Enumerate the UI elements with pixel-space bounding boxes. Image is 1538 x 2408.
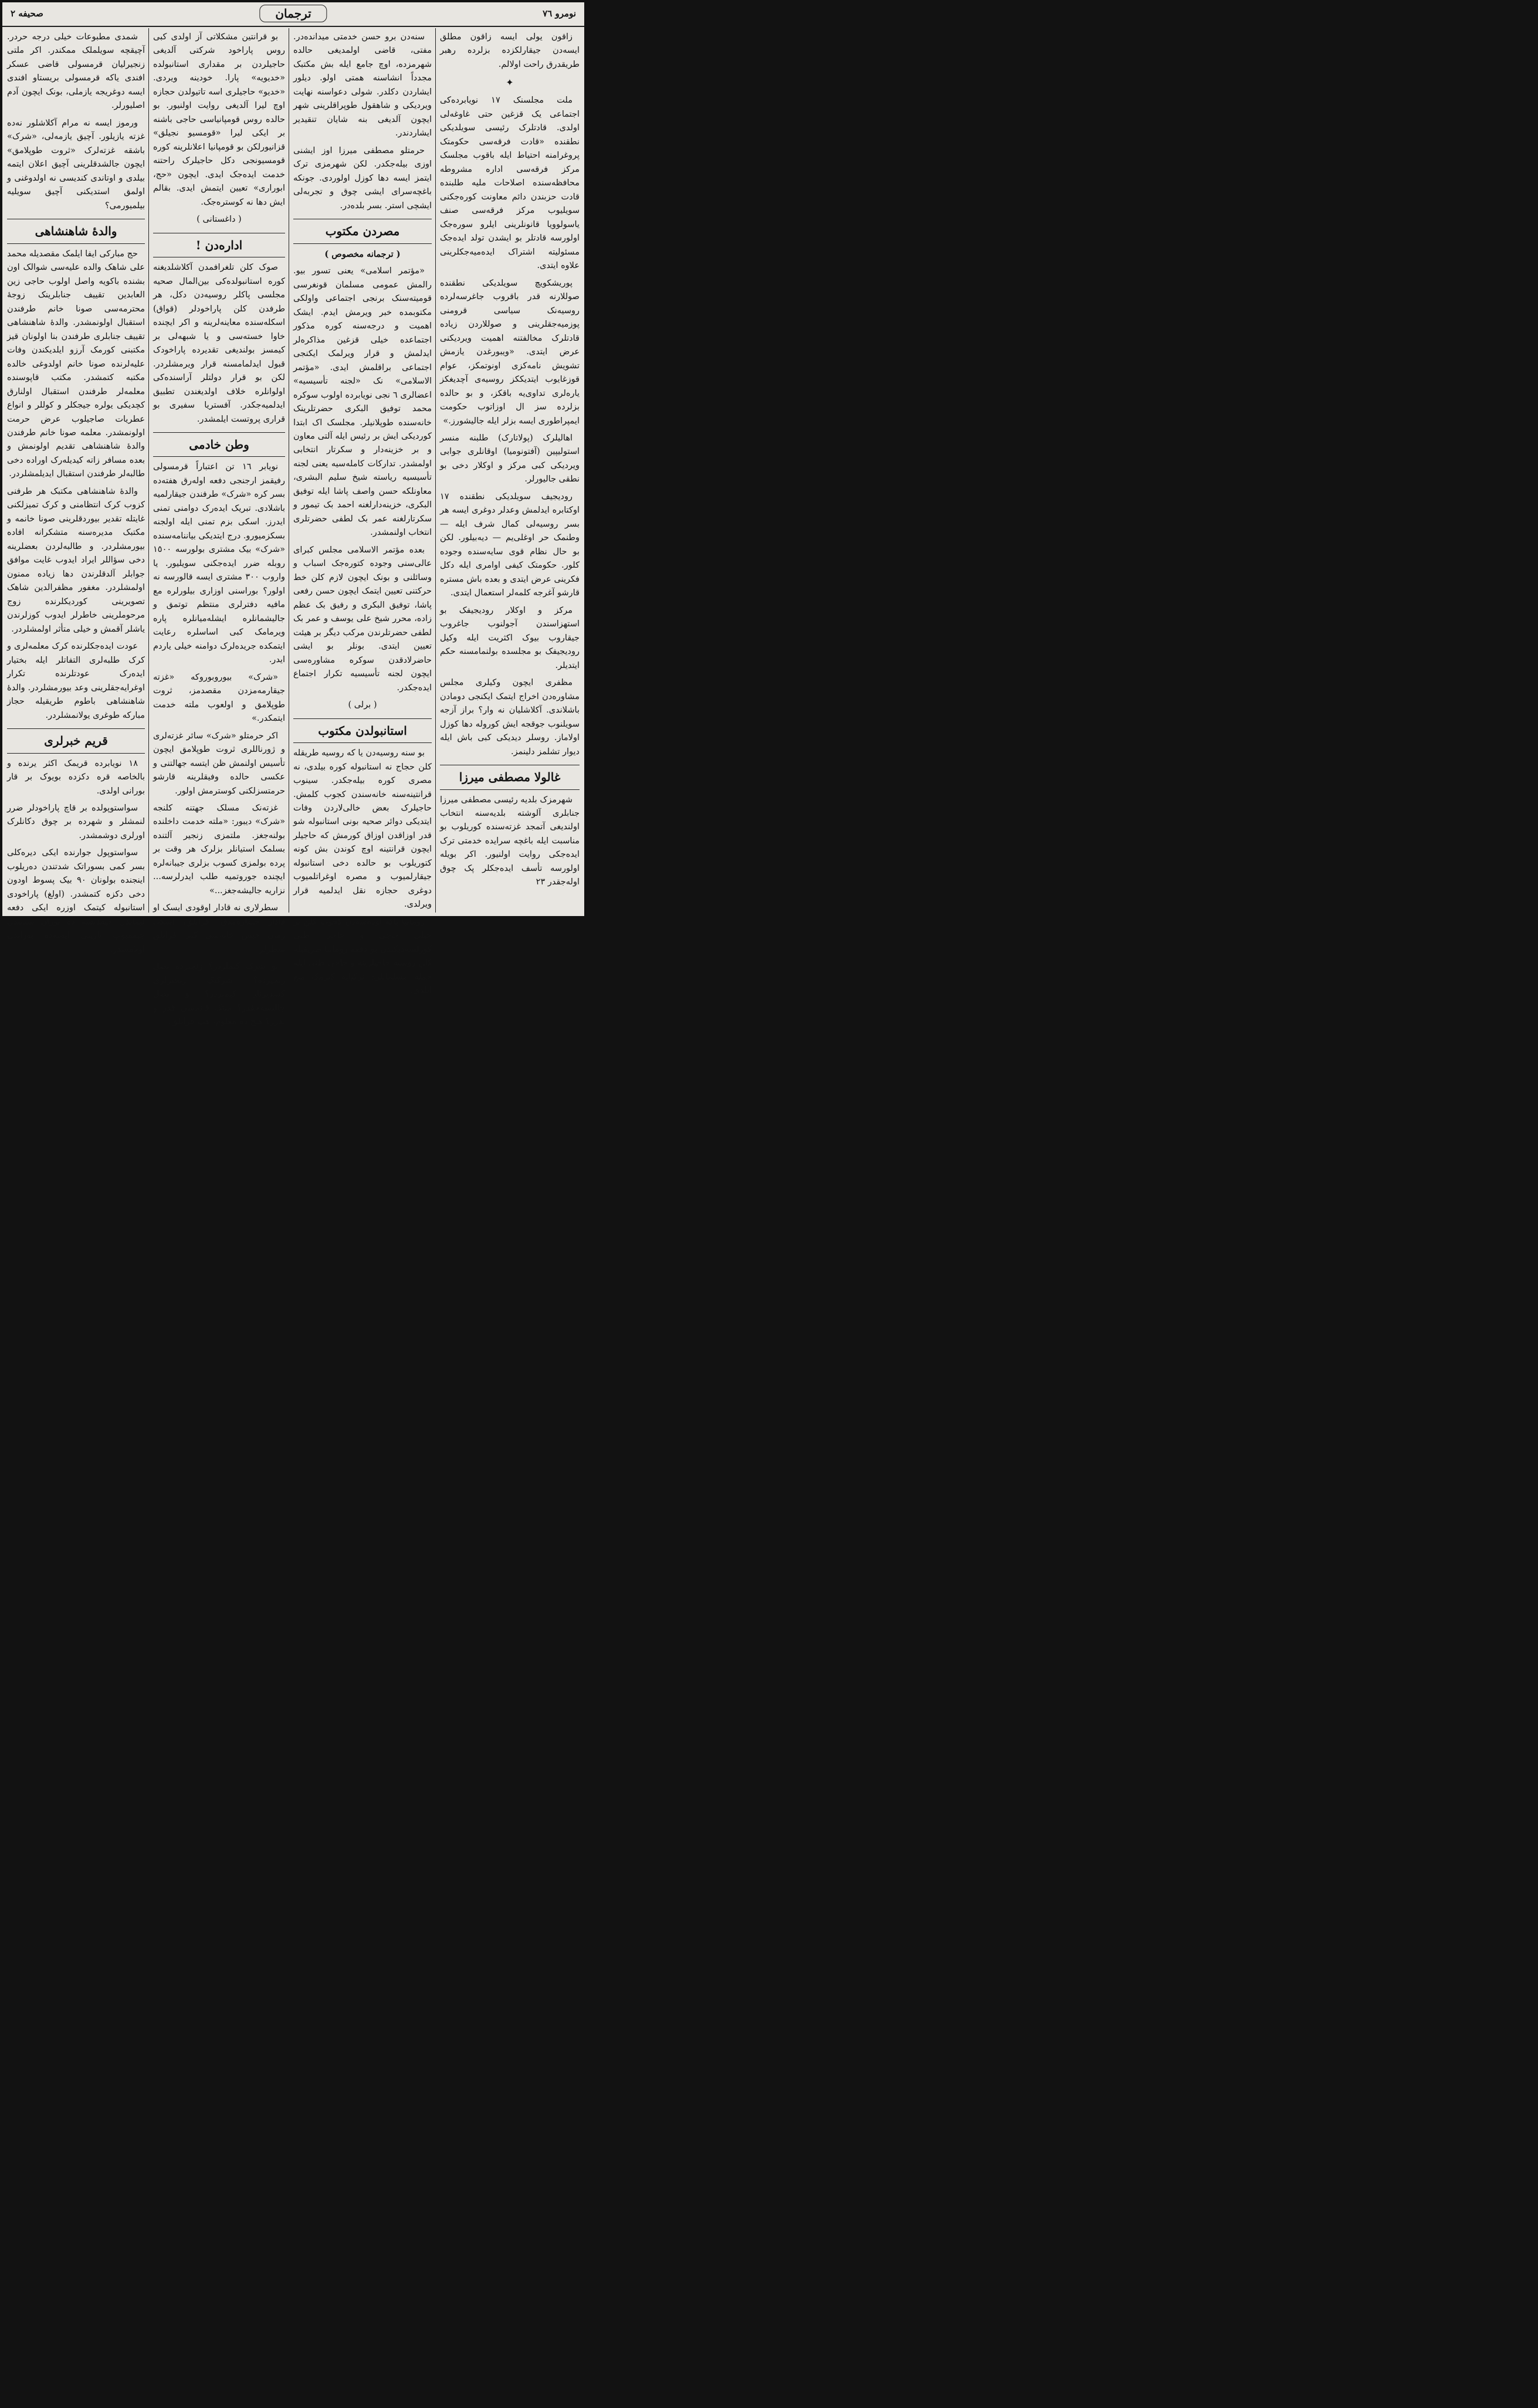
- column-1: [438, 30, 582, 913]
- article-paragraph: بو شرک کیملردر؟ زنجیرده نصل زنجیرده؟ شرکتک زنجیرلری کسدیرنلر کیملردر؟ و نصل جالیشه‌جقدر؟ ملتک قانمسی قدر و ندرر؟ هیچ ده معلوم، هپ قرانلق.: [153, 962, 285, 1027]
- section-heading: قریم خبرلری: [7, 728, 145, 753]
- article-paragraph: ملت مجلسنک ١٧ نویابرده‌کی اجتماعی یک قزغین حتی غاوغه‌لی اولدی. قادتلرک رئیسی سویلدیکی نطقنده «قادت فرقه‌سی حکومتک پروغرامنه احتیاط ایله باقوب مجلسک مرکز فرقه‌سی اداره مشروطه محافظه‌سنده اصلاحات ملیه طلبنده قادت حزبندن دائم معاونت کوره‌جکنی سویلیوب مرکز فرقه‌سی صنف یاسولوویا قانونلرینی ایلرو سوره‌جک اولورسه قادتلر بو ایشدن تولد ایده‌جک مسئولیته اشتراک ایده‌میه‌جکلرینی علاوه ایتدی.: [440, 96, 580, 271]
- article-paragraph: بعده مؤتمر الاسلامی مجلس کبرای عالی‌سنی وجوده کتوره‌جک اسباب و وسائلنی و بونک ایچون لازم کلن خط حرکتنی تعیین ایتمک ایچون حسن رفعی پاشا، توفیق البکری و رفیق بک عظم زاده، محرر شیخ علی یوسف و عمر بک لطفی حضرتلرندن مرکب دیگر بر هیئت تعیین ایتدی. بونلر بو ایشی حاضرلادقدن سوکره مشاوره‌سی ایچون لجنه تأسیسیه تکرار اجتماع ایده‌جکدر.: [293, 545, 432, 693]
- article-paragraph: رومانیا یاکه آوده‌سه‌دن کجوب کلن بر خیلی حاجی و حاجی ظنی کورلسه‌دیکندن بو دفعه رومانیا طریقیله کلن روسیه حاجیلرینه و حاجی ظنی ایله جمله مسلمانلره ترکیایه کیرمک منع ایلدی.: [293, 917, 432, 996]
- column-4: [5, 30, 147, 954]
- article-paragraph: رودیجیف سویلدیکی نطقنده ١٧ اوکتابره ایدلمش وعدلر دوغری ایسه هر بسر روسیه‌لی کمال شرف ایله — وطنمک حر اوغلی‌یم — دیه‌بیلور. لکن بو حال نظام قوی سایه‌سنده وجوده کلور. حکومتک کیفی اوامری ایله دکل فکرینی عرض ایتدی و بعده باش مستره قارشو آغرجه کلمه‌لر استعمال ایتدی.: [440, 491, 580, 598]
- article-paragraph: حج مبارکی ایفا ایلمک مقصدیله محمد علی شاهک والده علیه‌سی شوالک اون بشنده باکویه واصل اولوب حاجی زین العابدین تقییف جنابلرینک زوجۀ محترمه‌سی صونا خانم طرفندن استقبال اولونمشدر. والدۀ شاهنشاهی تقییف جنابلری طرفندن بنا اولونان قیز مکتبنی کورمک آرزو ایلدیکندن وفات علیه‌لرنده صونا خانم اولدوغی خالده مکتبه کتمشدر. مکتب قاپوسنده معلمه‌لر طرفندن استقبال اولنارق کچدیکی یولره جیجکلر و کوللر و انواع عطریات صاجیلوب عرض حرمت اولونمشدر. معلمه صونا خانم طرفندن والدۀ شاهنشاهی تقدیم اولونمش و بعده مسافر زاته کیدیلەرک اوراده دخی طالبه‌لر طرفندن استقبال ایدیلمشلردر.: [7, 249, 145, 479]
- article-paragraph: زاقون یولی ایسه زاقون مطلق ایسه‌دن جیقارلکزده بزلرده رهبر طریقدرق راحت اولالم.: [440, 32, 580, 69]
- article-paragraph: عودت ایده‌جکلرنده کرک معلمه‌لری و کرک طلبه‌لری التفاتلر ایله بختیار ایدەرک عودتلرنده تکرار اوغرایه‌جقلرینی وعد بیورمشلردر. والدۀ شاهنشاهی باطوم طریقیله حجاز مبارکه طوغری یولا‌نمشلردر.: [7, 642, 145, 720]
- article-paragraph: «مؤتمر اسلامی» یعنی تسور بیو. رالمش عمومی مسلمان قونغرسی قومیته‌سنک برنجی اجتماعی واولکی مکتوبمده خبر ویرمش ایدم. ایشک اهمیت و درجه‌سنه کوره مذکور اجتماعده خیلی قزغین مذاکره‌لر ایدلمش و قرار ویرلمک ایکنجی اجتماعی براقلمش ایدی. «مؤتمر الاسلامی» نک «لجنه تأسیسیه» اعضالری ٦ نجی نویابرده اولوب سوکره محمد توفیق البکری حضرتلرینک خانه‌سنده طوپلانیلر. مجلسک اک ابتدا کوردیکی ایش بر رئیس ایله آلتی معاون و بر خزینه‌دار و سکرتار انتخابی اولمشدر. تدارکات کامله‌سیه یعنی لجنه تأسیسیه ریاسته شیخ سلیم البشری، معاونلکه حسن واصف پاشا ایله توفیق البکری، خزینه‌دارلغنه احمد بک تیمور و سکرتارلغنه عمر بک لطفی حضرتلری انتخاب اولنمشدر.: [293, 266, 432, 538]
- section-heading: وطن خادمی: [153, 432, 285, 457]
- article-paragraph: پوریشکویچ سویلدیکی نطقنده صوللارنه قدر باقروب جاغرسه‌لرده روسیه‌نک سیاسی قرومنی پوزمیه‌جقلرینی و صوللاردن زیاده قادتلرک مخالفتنه اهمیت ویردیکنی عرض ایتدی. «ویبورغدن یازمش تشویش نامه‌کزی اونوتمکز، عوام قوزغایوب ایتدیککز روسیه‌ی آچدیغکز یاره‌لری تداوی‌یه باقکز، و بو حالده بزلرده سز ال اوزاتوب حکومت ایمپراطوری ایسه بزلر ایله جالیشورز.»: [440, 278, 580, 426]
- article-paragraph: ورموز ایسه نه مرام آکلاشلور نه‌ده غزته یازیلور. آچیق یازمه‌لی، «شرک» باشقه غزته‌لرک «ثروت طوپلامق» ایچون جالشدقلرینی آچیق اعلان ایتمه بیلدی و اوتاندی کندیسی نه اولدوغنی و اولمق استدیکنی آچیق سویلیه بیلمیورمی؟: [7, 118, 145, 211]
- article-paragraph: مظفری ایچون وکیلری مجلس مشاوره‌دن اخراج ایتمک ایکنجی دومادن باشلاندی. آکلاشلیان نه وار؟ براز آزجه سویلنوب جوقجه ایش کوروله دها کوزل اولاماز. روسلر دیدیکی کبی باش ایله دیوار تشلمز دلینمز.: [440, 678, 580, 757]
- column-rule: [435, 28, 436, 913]
- issue-number: نومرو ٧٦: [543, 8, 576, 19]
- article-paragraph: شمدی مطبوعات خیلی درجه حردر. آچیقچه سویلملک ممکندر. اکر ملتی زنجیرلیان قرمسولی قاضی عسکر افندی یاکه قرمسولی بریستاو افندی ایسه دوغریجه یازملی، بونک ایچون آدم اصلیورلر.: [7, 32, 145, 111]
- masthead-title: ترجمان: [259, 5, 327, 22]
- article-paragraph: صوک کلن تلغرافمدن آکلاشلدیغنه کوره استانبولده‌کی بین‌المال صحیه مجلسی پاکلر روسیه‌دن دکل، هر طرفدن کلن پاراخودلر (قواق) اسکله‌سنده معاینه‌لرینه و اکر ایچنده خاوا خسته‌سی و یا شبهه‌لی بر کیمسز بولندیغی تقدیرده پاراخودک قبول ایدلمامسنه قرار ویرمشلردر. لکن بو قرار دولتلر آراسنده‌کی اولوانلره خلاف اولدیغندن تطبیق ایدلمیه‌جکدر. آفستریا سفیری بو قراری پروتست ایلمشدر.: [153, 263, 285, 424]
- column-3: [151, 30, 287, 1027]
- article-paragraph: ١٨ نویابرده قریمک اکثر یرنده و بالخاصه قره دکزده بویوک بر قار بورانی اولدی.: [7, 758, 145, 796]
- section-heading: استانبولدن مکتوب: [293, 718, 432, 743]
- article-paragraph: «شرک» بیوروبوروکه «غزته جیقارمه‌مزدن مقصدمز، ثروت طوپلامق و اولعوب ملته خدمت ایتمکدر.»: [153, 672, 285, 724]
- section-heading: والدۀ شاهنشاهی: [7, 219, 145, 243]
- ornament-divider: ✦: [506, 77, 514, 89]
- article-signature: ( داغستانی ): [197, 215, 242, 225]
- article-paragraph: بو قرانتین مشکلاتی آز اولدی کبی روس پاراخود شرکتی آلدیغی حاجیلردن بر مقداری استانبولده «خدیویه» پارا. خودینه ویردی. «خدیو» حاجیلری اسه تاتیولدن حجازه اوچ لیرا آلدیغی روایت اولنیور. بو حالده روس قومپانیاسی حاجی باشنه بر ایکی لیرا «قومسیو نجیلق» قزانیورلکن بو قومپانیا اعلانلرینه کوره قومسیونجی دکل حاجیلرک راحتنه خدمت ایده‌جک ایدی. ایچون «حج، ابوراری» تعیین ایتمش ایدی. بقالم ایش دها نه کوستره‌جک.: [153, 32, 285, 207]
- column-2: [291, 30, 434, 996]
- article-paragraph: مرکز و اوکلار رودیجیفک بو استهزاسندن آجولنوب جاغروب جیقاروب بیوک اکثریت ایله وکیل رودیجیفک بو مجلسده بولنمامسنه حکم ایتدیلر.: [440, 605, 580, 670]
- article-signature: ( برلی ): [348, 700, 377, 710]
- newspaper-page: [2, 2, 584, 1027]
- article-paragraph: بو سنه روسیه‌دن یا که روسیه طریقله کلن حجاج نه استانبوله کوره بیلدی، نه مصری کوره بیله‌جکدر. سینوب قرانتینه‌سنه خانه‌سندن کجوب کلمش. حاجیلرک بعض خالی‌لاردن وفات ایتدیکی دوائر صحیه بونی استانبوله شو قدر اوزاقدن اوزاق کورمش که حاجیلر ایچون قرانتینه اوچ کوندن بش کونه کتوریلوب بو حالده دخی استانبوله جیقارلمیوب و مصره اوغراتلمیوب دوغری حجازه نقل ایدلمیه قرار ویرلدی.: [293, 748, 432, 910]
- article-paragraph: حرمتلو مصطفی میرزا اوز ایشنی اوزی بیله‌جکدر. لکن شهرمزی ترک ایتمز ایسه دها کوزل اولوردی. جونکه باغچه‌سرای ایشی چوق و تجربه‌لی ایشچی استر. بسر بلده‌در.: [293, 145, 432, 211]
- article-paragraph: نویابر ١٦ تن اعتباراً قرمسولی رفیقمز ارجنجی دفعه اولەرق هفته‌ده بسر کره «شرک» طرفندن جیقارلمیه باشلادی. تبریک ایدەرک دوامنی تمنی ایدرز. اسکی بزم تمنی ایله اولجنه بسکزمیورو. درج ایتدیکی بیاننامه‌سنده «شرک» بیک مشتری بولورسه ١٥٠٠ روبله ضرر ایده‌جکنی سویلیور. یا واروب ٣٠٠ مشتری ایسه قالورسه نه اولور؟ بوراسنی اوزاری بیلورلره مع مافیه دفترلری منتظم توتمق و جالیشمانلره ایشله‌میانلره پاره ویرمامک کبی اساسلره رعایت ایتمکده جریده‌لرک دوامنه خیلی یاردم ایدر.: [153, 462, 285, 665]
- article-paragraph: غزته‌نک مسلک جهتنه کلنجه «شرک» دیبور: «ملته خدمت داخلنده بولنه‌جغز. ملتمزی زنجیر آلتنده بسلمک استیانلر بزلرک هر وقت بر پرده بولمزی کسوب بزلری جیبانه‌لره ایچنده جوروتمیه طلب ایدرلرسه... نزاریه جالیشه‌جغز...»: [153, 803, 285, 896]
- article-paragraph: اهالیلرک (پولاتارک) طلبنه منسر استولیپین (آفتونومیا) اوقانلری جوابی ویردیکی کبی مرکز و اوکلار دخی بو نطقی جالیورلر.: [440, 433, 580, 484]
- article-paragraph: سطرلاری نه قادار اوقودی ایسک او قادار جیقارەمدق. قرانلق، اسکی زمان حبس خانه‌سی کبی قرانلق سطرلر.: [153, 903, 285, 954]
- section-heading: غالولا مصطفی میرزا: [440, 765, 580, 789]
- article-paragraph: سواستوپول جوارنده ایکی دیرەکلی بسر کمی بسوراتک شدتندن دەریلوب اینجنده بولونان ٩٠ بیک پسوط اودون دخی دکزه کتمشدر. (اولغ) پاراخودی استانبوله کیتمک اوزره ایکی دفعه لیماندن جیقدیسه ده بوران شدتندن جیقمیوب یازیلی ایسه‌ده بوراندن اولامشدر.: [7, 848, 145, 954]
- article-paragraph: سنه‌دن برو حسن خدمتی میداندەدر. مفتی، قاضی اولمدیغی حالده شهرمزده، اوچ جامع ایله بش مکتبک مجدداً انشاسنه همتی اولو. دیلور ایشاردن دکلدر. شولی دعواسنه نهایت ویردیکی و شاهقول طوپراقلرینی شهر ایچون آلدیغی بنه شایان تنقیدیر ایشاردندر.: [293, 32, 432, 138]
- article-paragraph: شهرمزک بلدیه رئیسی مصطفی میرزا جنابلری آلوشته بلدیه‌سنه انتخاب اولندیغی آتمجد غزته‌سنده کوریلوب بو مناسبت ایله باغچه سرایده خدمتی ترک ایده‌جکی روایت اولنیور. اکر بویله اولورسه تأسف ایده‌جکلر پک چوق اوله‌جقدر ٢٣: [440, 795, 580, 887]
- article-paragraph: سواستوپولده بر قاچ پاراخودلر ضرر لنمشلر و شهرده بر چوق دکانلرک اورلری دوشمشدر.: [7, 803, 145, 840]
- section-subheading: ( ترجمانه مخصوص ): [324, 249, 401, 259]
- column-rule: [148, 28, 149, 913]
- section-heading: مصردن مکتوب: [293, 219, 432, 243]
- page-header: [2, 2, 584, 27]
- article-paragraph: والدۀ شاهنشاهی مکتبک هر طرفنی کزوب کرک انتظامنی و کرک تمیزلکنی غایتله تقدیر بیوردقلرینی صونا خانمه و مکتبک مدیره‌سنه متشکرانه افاده بیورمشلردر. و طالبه‌لردن بعضلرینه دخی سؤاللر ایراد ایدوب غایت موافق جوابلر آلدقلرندن دها زیاده ممنون اولمشلردر. مغفور مظفرالدین شاهک تصویرینی کوردیکلرنده زوج مرحوملرینی خاطرلر ایدوب کوزلرندن یاشلر آقمش و خیلی متأثر اولمشلردر.: [7, 486, 145, 634]
- section-heading: اداره‌دن !: [153, 233, 285, 257]
- article-paragraph: اکر حرمتلو «شرک» سائر غزته‌لری و ژورناللری ثروت طوپلامق ایچون تأسیس اولنمش ظن ایتسه جهالتنی و عکسی حالده وفیقلرینه قارشو حرمتسزلکنی کوسترمش اولور.: [153, 731, 285, 796]
- page-number: صحیفه ٢: [11, 8, 43, 19]
